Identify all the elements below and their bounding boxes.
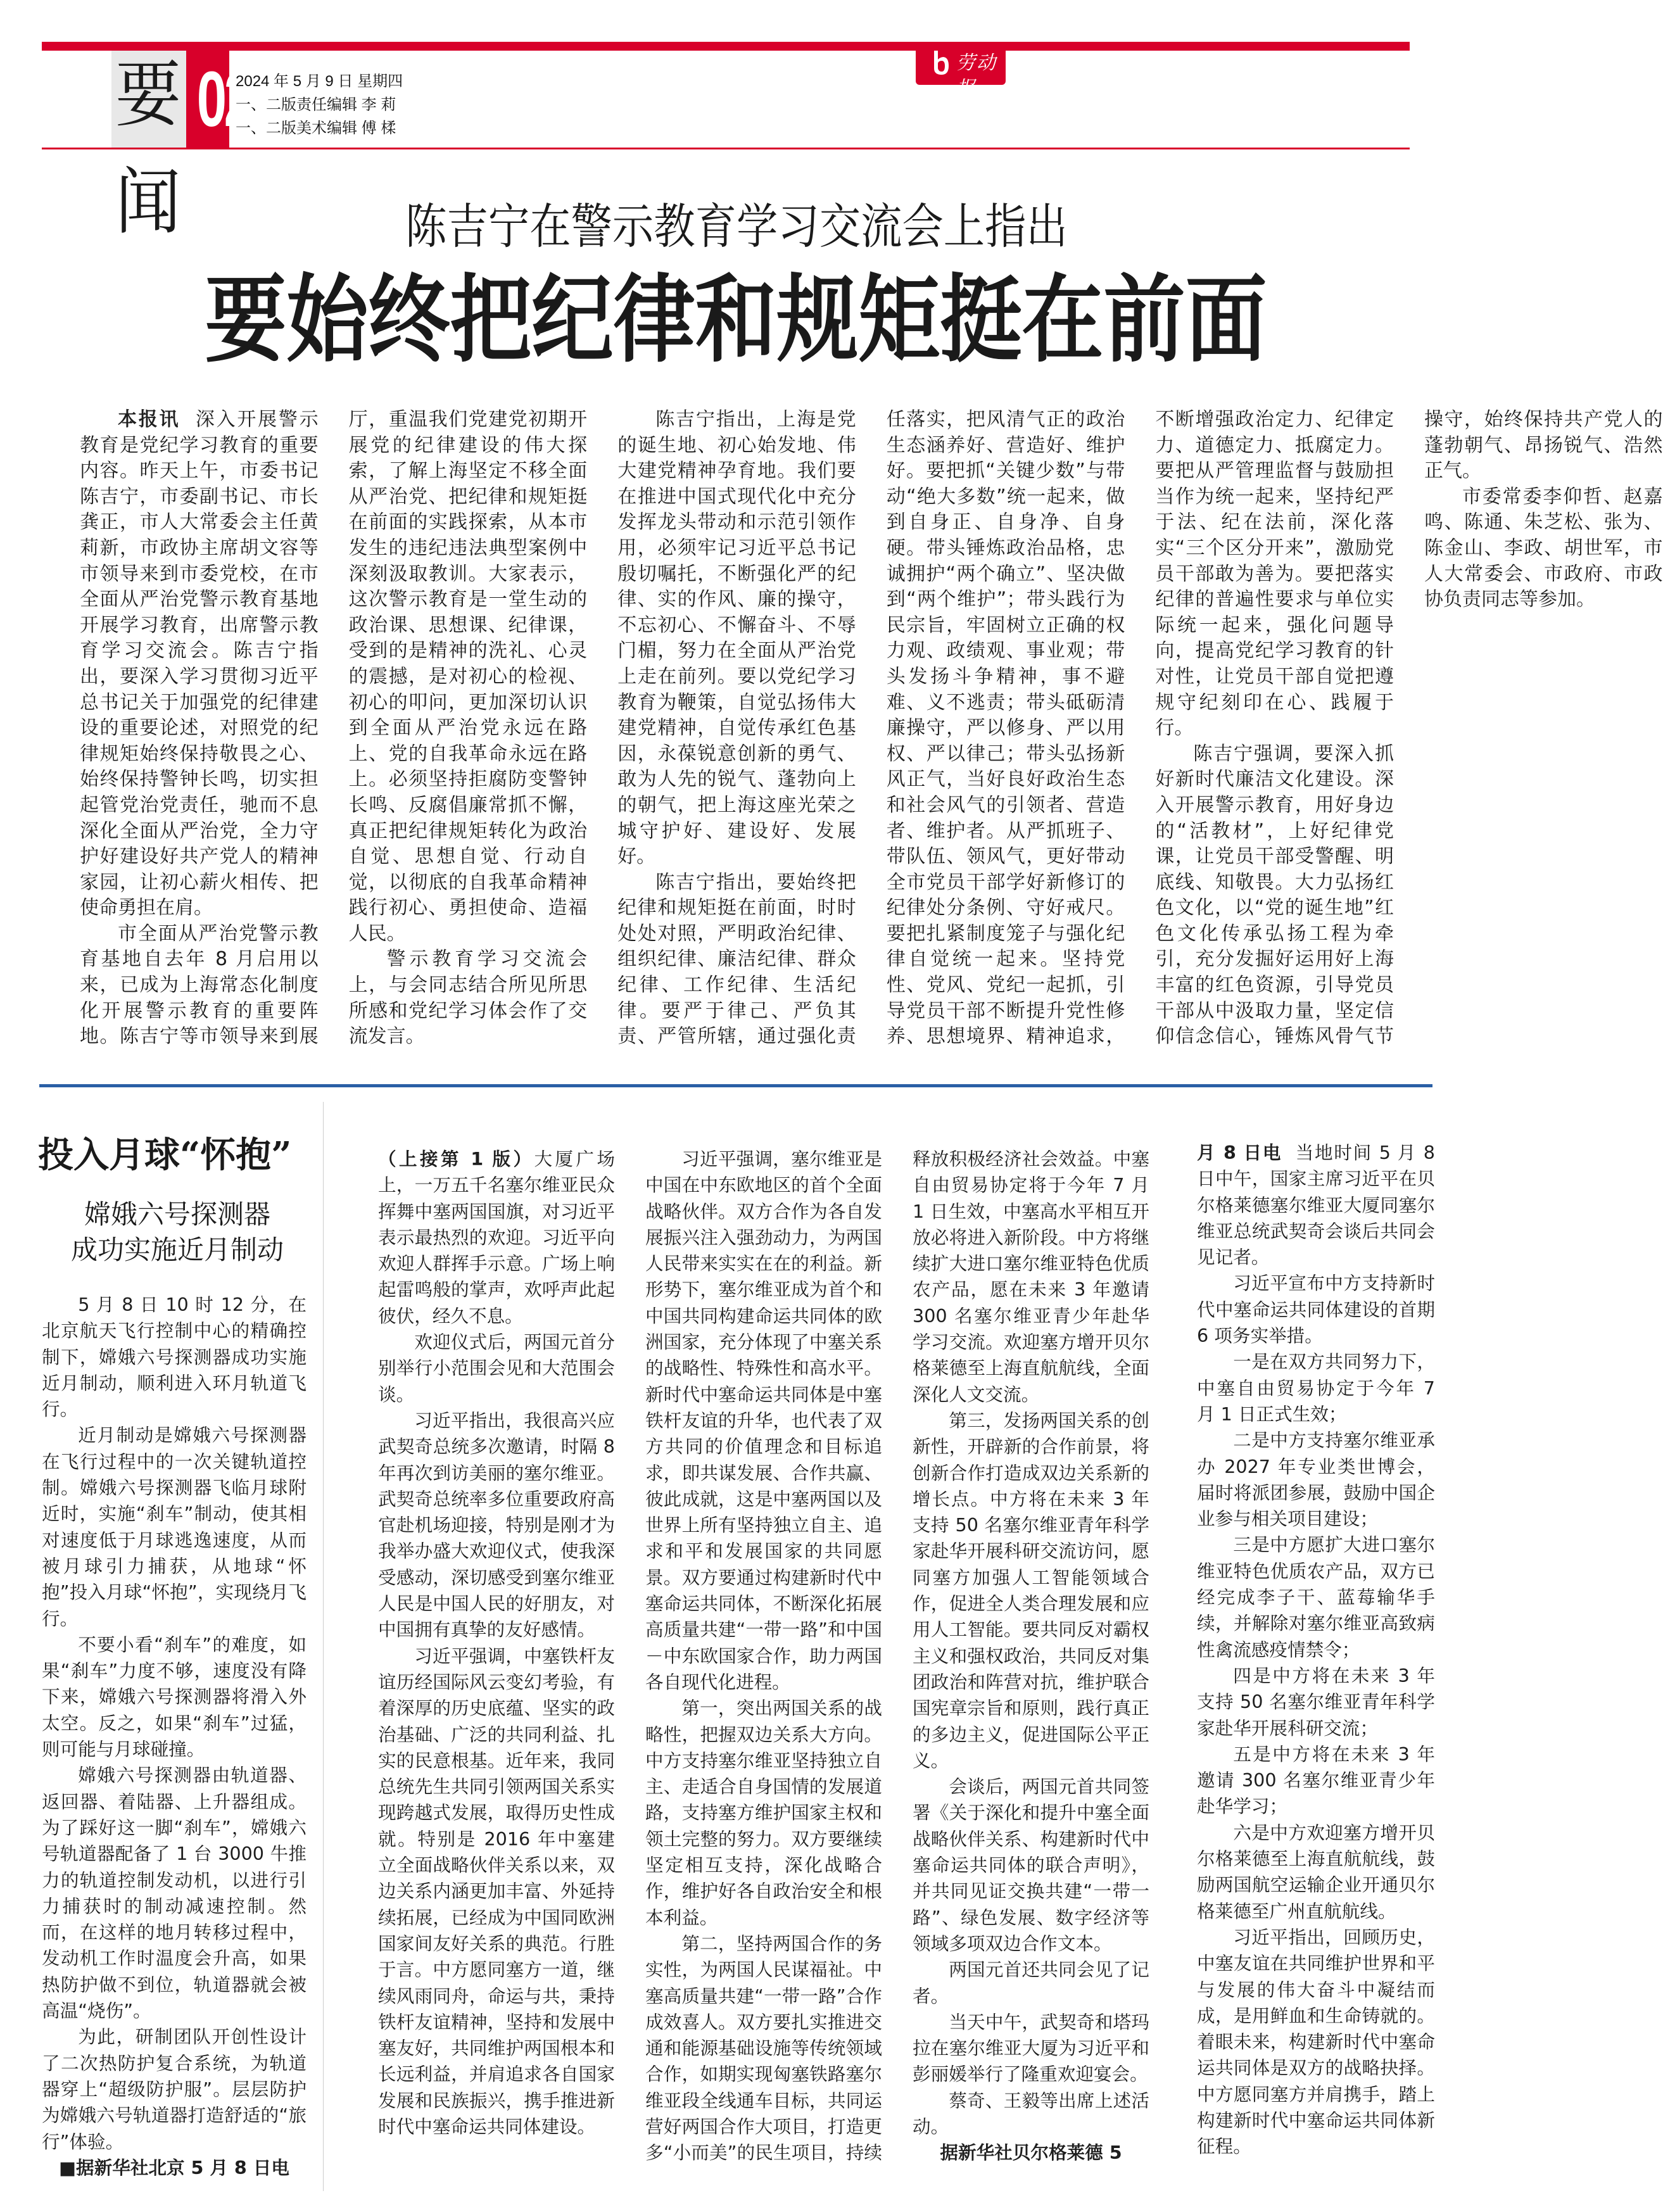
article-paragraph: 不要小看“刹车”的难度，如果“刹车”力度不够，速度没有降下来，嫦娥六号探测器将滑入外太空。反之，如果“刹车”过猛，则可能与月球碰撞。 — [42, 1633, 307, 1760]
article-paragraph: 两国元首还共同会见了记者。 — [913, 1959, 1149, 2007]
logo-wordmark: 劳动报 — [956, 52, 997, 99]
article-paragraph: 欢迎仪式后，两国元首分别举行小范围会见和大范围会谈。 — [378, 1331, 615, 1405]
page-number — [186, 51, 251, 148]
continued-label: （上接第 1 版） — [378, 1148, 534, 1170]
article-paragraph: 近月制动是嫦娥六号探测器在飞行过程中的一次关键轨道控制。嫦娥六号探测器飞临月球附近时，实施“刹车”制动，使其相对速度低于月球逃逸速度，从而被月球引力捕获，从地球“怀抱”投入月球“怀抱”，实现绕月飞行。 — [42, 1424, 307, 1629]
article-paragraph — [80, 407, 319, 921]
edition-date: 2024 年 5 月 9 日 星期四 — [236, 73, 403, 90]
article-paragraph: 习近平指出，回顾历史，中塞友谊在共同维护世界和平与发展的伟大奋斗中凝结而成，是用鲜血和生命铸就的。着眼未来，构建新时代中塞命运共同体是双方的战略抉择。中方愿同塞方并肩携手，踏上构建新时代中塞命运共同体新征程。 — [1197, 1926, 1435, 2158]
editor-credit: 一、二版责任编辑 李 莉 — [236, 96, 396, 113]
article-paragraph: 5 月 8 日 10 时 12 分，在北京航天飞行控制中心的精确控制下，嫦娥六号探测器成功实施近月制动，顺利进入环月轨道飞行。 — [42, 1294, 307, 1420]
section-divider — [39, 1084, 1432, 1087]
edition-meta — [236, 70, 403, 140]
masthead-rule-right — [1011, 42, 1410, 51]
article-paragraph — [378, 1146, 615, 1329]
article-kicker-text: 陈吉宁在警示教育学习交流会上指出 — [405, 198, 1068, 255]
subtitle-line: 成功实施近月制动 — [70, 1234, 284, 1265]
column-rule — [323, 1102, 324, 2191]
moon-article-title: 投入月球“怀抱” — [38, 1134, 292, 1176]
serbia-article-body — [378, 1146, 1149, 2191]
art-editor-credit: 一、二版美术编辑 傅 楺 — [236, 120, 396, 137]
page-number-text: 02 — [196, 55, 251, 144]
paragraph-text: 深入开展警示教育是党纪学习教育的重要内容。昨天上午，市委书记陈吉宁，市委副书记、市长龚正，市人大常委会主任黄莉新，市政协主席胡文容等市领导来到市委党校，在市全面从严治党警示教育基地开展学习教育，出席警示教育学习交流会。陈吉宁指出，要深入学习贯彻习近平总书记关于加强党的纪律建设的重要论述，对照党的纪律规矩始终保持敬畏之心、始终保持警钟长鸣，切实担起管党治党责任，驰而不息深化全面从严治党，全力守护好建设好共产党人的精神家园，让初心薪火相传、把使命勇担在肩。 — [80, 408, 319, 920]
article-paragraph: 六是中方欢迎塞方增开贝尔格莱德至上海直航航线，鼓励两国航空运输企业开通贝尔格莱德至广州直航航线。 — [1197, 1821, 1435, 1922]
serbia-article-sidebar — [1197, 1140, 1435, 2191]
article-paragraph: 一是在双方共同努力下，中塞自由贸易协定于今年 7 月 1 日正式生效； — [1197, 1351, 1435, 1425]
article-paragraph: 市全面从严治党警示教育基地自去年 8 月启用以来，已成为上海常态化制度化开展警示教育的重要阵地。陈吉宁等市领导来到展厅，重温我们党建党初期开展党的纪律建设的伟大探索，了解上海坚定不移全面从严治党、把纪律和规矩挺在前面的实践探索，从本市发生的违纪违法典型案例中深刻汲取教训。大家表示，这次警示教育是一堂生动的政治课、思想课、纪律课，受到的是精神的洗礼、心灵的震撼，是对初心的检视、初心的叩问，更加深切认识到全面从严治党永远在路上、党的自我革命永远在路上。必须坚持拒腐防变警钟长鸣、反腐倡廉常抓不懈，真正把纪律规矩转化为政治自觉、思想自觉、行动自觉，以彻底的自我革命精神践行初心、勇担使命、造福人民。 — [80, 408, 588, 1048]
dateline-continued: 月 8 日电 — [1197, 1142, 1282, 1163]
article-paragraph: 三是中方愿扩大进口塞尔维亚特色优质农产品，双方已经完成李子干、蓝莓输华手续，并解除对塞尔维亚高致病性禽流感疫情禁令； — [1197, 1534, 1435, 1660]
article-paragraph: 陈吉宁指出，要始终把纪律和规矩挺在前面，时时处处对照，严明政治纪律、组织纪律、廉洁纪律、群众纪律、工作纪律、生活纪律。要严于律己、严负其责、严管所辖，通过强化责任落实，把风清气正的政治生态涵养好、营造好、维护好。要把抓“关键少数”与带动“绝大多数”统一起来，做到自身正、自身净、自身硬。带头锤炼政治品格，忠诚拥护“两个确立”、坚决做到“两个维护”；带头践行为民宗旨，牢固树立正确的权力观、政绩观、事业观；带头发扬斗争精神，事不避难、义不逃责；带头砥砺清廉操守，严以修身、严以用权、严以律己；带头弘扬新风正气，当好良好政治生态和社会风气的引领者、营造者、维护者。从严抓班子、带队伍、领风气，更好带动全市党员干部学好新修订的纪律处分条例、守好戒尺。要把扎紧制度笼子与强化纪律自觉统一起来。坚持党性、党风、党纪一起抓，引导党员干部不断提升党性修养、思想境界、精神追求，不断增强政治定力、纪律定力、道德定力、抵腐定力。要把从严管理监督与鼓励担当作为统一起来，坚持纪严于法、纪在法前，深化落实“三个区分开来”，激励党员干部敢为善为。要把落实纪律的普遍性要求与单位实际统一起来，强化问题导向，提高党纪学习教育的针对性，让党员干部自觉把遵规守纪刻印在心、践履于行。 — [617, 408, 1394, 1048]
masthead-bottom-rule — [42, 148, 1410, 149]
lead-label: 本报讯 — [118, 408, 180, 431]
article-paragraph: 会谈后，两国元首共同签署《关于深化和提升中塞全面战略伙伴关系、构建新时代中塞命运共同体的联合声明》，并共同见证交换共建“一带一路”、绿色发展、数字经济等领域多项双边合作文本。 — [913, 1776, 1149, 1954]
article-paragraph: 习近平指出，我很高兴应武契奇总统多次邀请，时隔 8 年再次到访美丽的塞尔维亚。武契奇总统率多位重要政府高官赴机场迎接，特别是刚才为我举办盛大欢迎仪式，使我深受感动，深切感受到塞尔维亚人民是中国人民的好朋友，对中国拥有真挚的友好感情。 — [378, 1409, 615, 1641]
moon-article-subtitle — [38, 1197, 317, 1268]
article-paragraph — [1197, 1140, 1435, 1270]
section-label-text: 要闻 — [115, 52, 182, 244]
article-paragraph: 第二，坚持两国合作的务实性，为两国人民谋福祉。中塞高质量共建“一带一路”合作成效喜人。双方要扎实推进交通和能源基础设施等传统领域合作，如期实现匈塞铁路塞尔维亚段全线通车目标，共同运营好两国合作大项目，打造更多“小而美”的民生项目，持续释放积极经济社会效益。中塞自由贸易协定将于今年 7 月 1 日生效，中塞高水平相互开放必将进入新阶段。中方将继续扩大进口塞尔维亚特色优质农产品，愿在未来 3 年邀请 300 名塞尔维亚青少年赴华学习交流。欢迎塞方增开贝尔格莱德至上海直航航线，全面深化人文交流。 — [645, 1148, 1149, 2164]
article-paragraph: 第一，突出两国关系的战略性，把握双边关系大方向。中方支持塞尔维亚坚持独立自主、走适合自身国情的发展道路，支持塞方维护国家主权和领土完整的努力。双方要继续坚定相互支持，深化战略合作，维护好各自政治安全和根本利益。 — [645, 1697, 882, 1928]
paragraph-text: 当地时间 5 月 8 日中午，国家主席习近平在贝尔格莱德塞尔维亚大厦同塞尔维亚总统武契奇会谈后共同会见记者。 — [1197, 1142, 1435, 1268]
newspaper-logo — [916, 42, 1006, 99]
paragraph-text: 大厦广场上，一万五千名塞尔维亚民众挥舞中塞两国国旗，对习近平表示最热烈的欢迎。习近平向欢迎人群挥手示意。广场上响起雷鸣般的掌声，欢呼声此起彼伏，经久不息。 — [378, 1148, 615, 1327]
article-paragraph: 陈吉宁指出，上海是党的诞生地、初心始发地、伟大建党精神孕育地。我们要在推进中国式现代化中充分发挥龙头带动和示范引领作用，必须牢记习近平总书记殷切嘱托，不断强化严的纪律、实的作风、廉的操守，不忘初心、不懈奋斗、不辱门楣，努力在全面从严治党上走在前列。要以党纪学习教育为鞭策，自觉弘扬伟大建党精神，自觉传承红色基因，永葆锐意创新的勇气、敢为人先的锐气、蓬勃向上的朝气，把上海这座光荣之城守护好、建设好、发展好。 — [617, 408, 856, 868]
article-headline — [0, 266, 1472, 374]
article-paragraph: 习近平强调，塞尔维亚是中国在中东欧地区的首个全面战略伙伴。双方合作为各自发展振兴注入强劲动力，为两国人民带来实实在在的利益。新形势下，塞尔维亚成为首个和中国共同构建命运共同体的欧洲国家，充分体现了中塞关系的战略性、特殊性和高水平。新时代中塞命运共同体是中塞铁杆友谊的升华，也代表了双方共同的价值理念和目标追求，即共谋发展、合作共赢、彼此成就，这是中塞两国以及世界上所有坚持独立自主、追求和平和发展国家的共同愿景。双方要通过构建新时代中塞命运共同体，不断深化拓展高质量共建“一带一路”和中国－中东欧国家合作，助力两国各自现代化进程。 — [645, 1148, 882, 1693]
moon-article-body — [42, 1292, 307, 2178]
logo-mark-icon — [932, 49, 950, 76]
article-headline-text: 要始终把纪律和规矩挺在前面 — [205, 264, 1267, 376]
main-article-body — [80, 407, 1663, 1053]
article-paragraph: 四是中方将在未来 3 年支持 50 名塞尔维亚青年科学家赴华开展科研交流； — [1197, 1664, 1435, 1739]
article-paragraph: 习近平宣布中方支持新时代中塞命运共同体建设的首期 6 项务实举措。 — [1197, 1272, 1435, 1347]
section-label — [111, 51, 186, 244]
subtitle-line: 嫦娥六号探测器 — [84, 1199, 270, 1230]
article-paragraph: 习近平强调，中塞铁杆友谊历经国际风云变幻考验，有着深厚的历史底蕴、坚实的政治基础、广泛的共同利益、扎实的民意根基。近年来，我同总统先生共同引领两国关系实现跨越式发展，取得历史性成就。特别是 2016 年中塞建立全面战略伙伴关系以来，双边关系内涵更加丰富、外延持续拓展，已经成为中国同欧洲国家间友好关系的典范。行胜于言。中方愿同塞方一道，继续风雨同舟，命运与共，秉持铁杆友谊精神，坚持和发展中塞友好，共同维护两国根本和长远利益，并肩追求各自国家发展和民族振兴，携手推进新时代中塞命运共同体建设。 — [378, 1645, 615, 2137]
article-paragraph: 警示教育学习交流会上，与会同志结合所见所思所感和党纪学习体会作了交流发言。 — [348, 948, 588, 1048]
article-paragraph: 二是中方支持塞尔维亚承办 2027 年专业类世博会，届时将派团参展，鼓励中国企业参与相关项目建设； — [1197, 1429, 1435, 1530]
source-credit: ■据新华社北京 5 月 8 日电 — [59, 2156, 289, 2178]
article-paragraph: 市委常委李仰哲、赵嘉鸣、陈通、朱芝松、张为、陈金山、李政、胡世军，市人大常委会、市政府、市政协负责同志等参加。 — [1424, 485, 1663, 611]
article-kicker — [0, 196, 1472, 257]
article-paragraph: 为此，研制团队开创性设计了二次热防护复合系统，为轨道器穿上“超级防护服”。层层防护为嫦娥六号轨道器打造舒适的“旅行”体验。 — [42, 2026, 307, 2152]
article-paragraph: 嫦娥六号探测器由轨道器、返回器、着陆器、上升器组成。为了踩好这一脚“刹车”，嫦娥六号轨道器配备了 1 台 3000 牛推力的轨道控制发动机，以进行引力捕获时的制动减速控制。然而，在这样的地月转移过程中，发动机工作时温度会升高，如果热防护做不到位，轨道器就会被高温“烧伤”。 — [42, 1764, 307, 2022]
article-paragraph: 陈吉宁强调，要深入抓好新时代廉洁文化建设。深入开展警示教育，用好身边的“活教材”，上好纪律党课，让党员干部受警醒、明底线、知敬畏。大力弘扬红色文化，以“党的诞生地”红色文化传承弘扬工程为牵引，充分发掘好运用好上海丰富的红色资源，引导党员干部从中汲取力量，坚定信仰信念信心，锤炼风骨气节操守，始终保持共产党人的蓬勃朝气、昂扬锐气、浩然正气。 — [1155, 408, 1663, 1048]
article-paragraph: 五是中方将在未来 3 年邀请 300 名塞尔维亚青少年赴华学习； — [1197, 1743, 1435, 1817]
article-paragraph: 当天中午，武契奇和塔玛拉在塞尔维亚大厦为习近平和彭丽媛举行了隆重欢迎宴会。 — [913, 2011, 1149, 2085]
dateline: 据新华社贝尔格莱德 5 — [940, 2142, 1122, 2164]
article-paragraph: 第三，发扬两国关系的创新性，开辟新的合作前景，将创新合作打造成双边关系新的增长点。中方将在未来 3 年支持 50 名塞尔维亚青年科学家赴华开展科研交流访问，愿同塞方加强人工智能领域合作，促进全人类合理发展和应用人工智能。要共同反对霸权主义和强权政治，共同反对集团政治和阵营对抗，维护联合国宪章宗旨和原则，践行真正的多边主义，促进国际公平正义。 — [913, 1409, 1149, 1771]
article-paragraph: 蔡奇、王毅等出席上述活动。 — [913, 2089, 1149, 2137]
